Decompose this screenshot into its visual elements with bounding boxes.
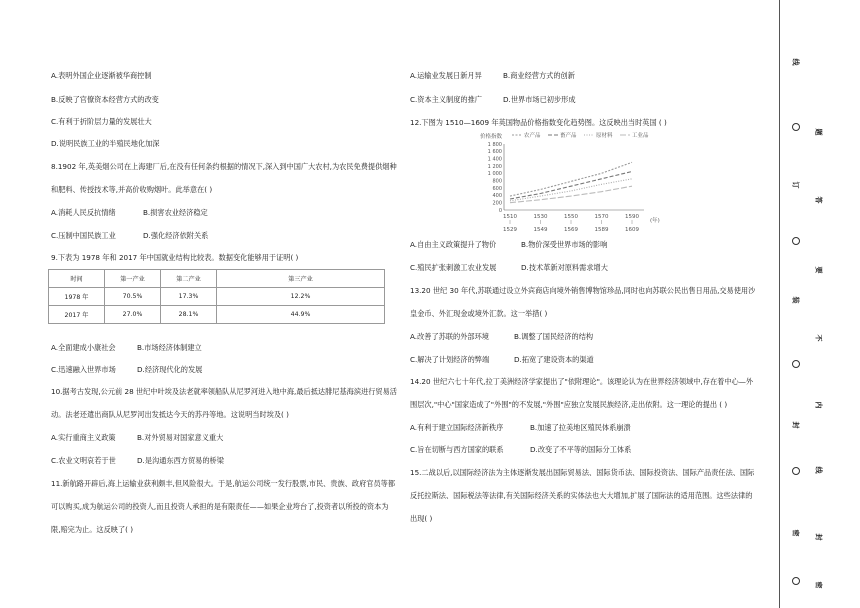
q10-stem-line2: 动。法老还遣出商队从尼罗河出发抵达今天的苏丹等地。这说明当时埃及( ) bbox=[51, 410, 289, 419]
q11-option-b: B.商业经营方式的创新 bbox=[503, 71, 575, 80]
q12-price-index-chart bbox=[478, 130, 668, 234]
q8-option-a: A.消耗人民反抗情绪 bbox=[51, 208, 116, 217]
q11-stem-line1: 11.新航路开辟后,海上运输业获利颇丰,但风险很大。于是,航运公司统一发行股票,市民、贵族、政府官员等都 bbox=[51, 479, 396, 488]
table-header-cell: 第三产业 bbox=[217, 270, 385, 288]
chart-y-tick-label: 800 bbox=[492, 178, 502, 185]
q10-option-b: B.对外贸易对国家意义重大 bbox=[137, 433, 224, 442]
table-cell: 17.3% bbox=[161, 288, 217, 306]
binding-margin-char: 装 bbox=[791, 296, 800, 304]
q12-stem: 12.下图为 1510—1609 年英国物品价格指数变化趋势图。这反映出当时英国 ( ) bbox=[410, 118, 667, 127]
binding-margin-char: 线 bbox=[791, 58, 800, 66]
table-cell: 44.9% bbox=[217, 306, 385, 324]
q10-option-c: C.农业文明哀若于世 bbox=[51, 456, 116, 465]
table-cell: 2017 年 bbox=[49, 306, 105, 324]
chart-x-tick-label: 1510 bbox=[503, 214, 517, 220]
chart-x-tick-label: 1550 bbox=[564, 214, 578, 220]
q13-option-a: A.改善了苏联的外部环境 bbox=[410, 332, 489, 341]
q11-option-a: A.运输业发展日新月异 bbox=[410, 71, 482, 80]
chart-legend-label: 原材料 bbox=[596, 133, 613, 139]
binding-hole-circle bbox=[792, 237, 800, 245]
q8-option-c: C.压制中国民族工业 bbox=[51, 231, 116, 240]
binding-hole-circle bbox=[792, 577, 800, 585]
table-row bbox=[49, 288, 385, 306]
table-header-cell: 第二产业 bbox=[161, 270, 217, 288]
chart-series-line bbox=[510, 172, 632, 200]
binding-margin-char: 密 bbox=[814, 581, 823, 589]
chart-legend-label: 畜产品 bbox=[560, 133, 577, 139]
q8-option-d: D.强化经济依附关系 bbox=[143, 231, 209, 240]
chart-x-tick-label: 1590 bbox=[625, 214, 639, 220]
q14-option-d: D.改变了不平等的国际分工体系 bbox=[530, 445, 632, 454]
table-header-row bbox=[49, 270, 385, 288]
q14-option-a: A.有利于建立国际经济新秩序 bbox=[410, 423, 504, 432]
table-cell: 12.2% bbox=[217, 288, 385, 306]
q12-option-c: C.殖民扩张刺激工农业发展 bbox=[410, 263, 497, 272]
binding-margin-char: 要 bbox=[814, 266, 823, 274]
chart-y-tick-label: 0 bbox=[498, 207, 502, 214]
q8-stem-line2: 和肥料、传授技术等,并高价收购烟叶。此举意在( ) bbox=[51, 185, 213, 194]
q7-option-d: D.说明民族工业的半殖民地化加深 bbox=[51, 139, 160, 148]
chart-legend-label: 农产品 bbox=[524, 133, 541, 139]
binding-margin-char: 题 bbox=[814, 128, 823, 136]
q7-option-a: A.表明外国企业逐渐被华商控制 bbox=[51, 71, 152, 80]
chart-y-tick-label: 1 800 bbox=[487, 141, 502, 148]
chart-y-tick-label: 1 000 bbox=[487, 171, 502, 178]
q7-option-b: B.反映了官僚资本经营方式的改变 bbox=[51, 95, 159, 104]
chart-series bbox=[510, 162, 632, 202]
binding-margin-char: 答 bbox=[814, 196, 823, 204]
q8-stem-line1: 8.1902 年,英美烟公司在上海建厂后,在没有任何条约根据的情况下,深入到中国广大农村,为农民免费提供烟种 bbox=[51, 162, 397, 171]
q11-stem-line3: 限,赔完为止。这反映了( ) bbox=[51, 525, 134, 534]
q15-stem-line2: 反托拉斯法、国际税法等法律,有关国际经济关系的实体法也大大增加,扩展了国际法的适用范围。这些法律的 bbox=[410, 491, 753, 500]
q12-option-b: B.物价深受世界市场的影响 bbox=[521, 240, 608, 249]
chart-ylabel: 价格指数 bbox=[480, 134, 503, 140]
q13-option-d: D.拓宽了建设资本的渠道 bbox=[514, 355, 594, 364]
chart-x-axis bbox=[503, 210, 644, 233]
chart-y-tick-label: 600 bbox=[492, 185, 502, 192]
chart-y-tick-label: 1 400 bbox=[487, 156, 502, 163]
q14-stem-line1: 14.20 世纪六七十年代,拉丁美洲经济学家提出了"依附理论"。该理论认为在世界经济领域中,存在着中心—外 bbox=[410, 377, 754, 386]
binding-margin-char: 密 bbox=[791, 529, 800, 537]
q15-stem-line3: 出现( ) bbox=[410, 514, 433, 523]
chart-y-axis bbox=[488, 142, 504, 214]
q12-option-a: A.自由主义政策提升了物价 bbox=[410, 240, 497, 249]
q7-option-c: C.有利于折阶层力量的发展壮大 bbox=[51, 117, 152, 126]
binding-margin-char: 线 bbox=[814, 466, 823, 474]
chart-x-tick-label: 1529 bbox=[503, 227, 517, 233]
chart-x-tick-label: 1570 bbox=[594, 214, 609, 220]
table-cell: 28.1% bbox=[161, 306, 217, 324]
q9-stem: 9.下表为 1978 年和 2017 年中国就业结构比较表。数据变化能够用于证明( ) bbox=[51, 253, 299, 262]
chart-xlabel: (年) bbox=[650, 218, 660, 224]
chart-y-tick-label: 400 bbox=[492, 193, 502, 200]
q14-option-c: C.旨在切断与西方国家的联系 bbox=[410, 445, 504, 454]
q12-option-d: D.技术革新对原料需求增大 bbox=[521, 263, 608, 272]
binding-line bbox=[779, 0, 780, 608]
chart-legend-label: 工业品 bbox=[632, 133, 649, 139]
q9-option-c: C.迅速融入世界市场 bbox=[51, 365, 116, 374]
q14-option-b: B.加速了拉美地区殖民体系崩溃 bbox=[530, 423, 631, 432]
table-row bbox=[49, 306, 385, 324]
chart-series-line bbox=[510, 162, 632, 196]
binding-hole-circle bbox=[792, 123, 800, 131]
table-header-cell: 第一产业 bbox=[105, 270, 161, 288]
binding-margin-char: 封 bbox=[791, 421, 800, 429]
chart-y-tick-label: 1 200 bbox=[487, 163, 502, 170]
q10-option-a: A.实行重商主义政策 bbox=[51, 433, 116, 442]
chart-x-tick-label: 1589 bbox=[594, 227, 609, 233]
q11-option-c: C.资本主义制度的推广 bbox=[410, 95, 482, 104]
binding-margin-char: 内 bbox=[814, 401, 823, 409]
q13-stem-line2: 皇金币、外汇现金或境外汇款。这一举措( ) bbox=[410, 309, 548, 318]
chart-series-line bbox=[510, 186, 632, 202]
q11-option-d: D.世界市场已初步形成 bbox=[503, 95, 576, 104]
table-cell: 1978 年 bbox=[49, 288, 105, 306]
q11-stem-line2: 可以购买,成为航运公司的投资人,而且投资人承担的是有限责任——如果企业垮台了,投资者以所投的资本为 bbox=[51, 502, 389, 511]
binding-margin-char: 不 bbox=[814, 334, 823, 342]
q8-option-b: B.损害农业经济稳定 bbox=[143, 208, 208, 217]
chart-x-tick-label: 1530 bbox=[533, 214, 548, 220]
q9-table bbox=[48, 269, 385, 324]
q10-stem-line1: 10.据考古发现,公元前 28 世纪中叶埃及法老就率领船队从尼罗河进入地中海,最后抵达腓尼基海滨进行贸易活 bbox=[51, 387, 397, 396]
q13-option-c: C.解决了计划经济的弊端 bbox=[410, 355, 490, 364]
chart-x-tick-label: 1569 bbox=[564, 227, 578, 233]
chart-legend bbox=[512, 131, 649, 139]
table-cell: 27.0% bbox=[105, 306, 161, 324]
table-cell: 70.5% bbox=[105, 288, 161, 306]
chart-x-tick-label: 1549 bbox=[533, 227, 548, 233]
q13-option-b: B.调整了国民经济的结构 bbox=[514, 332, 594, 341]
q13-stem-line1: 13.20 世纪 30 年代,苏联通过设立外宾商店向境外销售博物馆珍品,同时也向苏联公民出售日用品,交易使用沙 bbox=[410, 286, 756, 295]
binding-hole-circle bbox=[792, 360, 800, 368]
q15-stem-line1: 15.二战以后,以国际经济法为主体逐渐发展出国际贸易法、国际货币法、国际投资法、国际产品责任法、国际 bbox=[410, 468, 755, 477]
q10-option-d: D.是沟通东西方贸易的桥梁 bbox=[137, 456, 224, 465]
q14-stem-line2: 围层次,"中心"国家造成了"外围"的不发展,"外围"应独立发展民族经济,走出依附。这一理论的提出 ( ) bbox=[410, 400, 728, 409]
q9-option-b: B.市场经济体制建立 bbox=[137, 343, 202, 352]
binding-margin-char: 封 bbox=[814, 533, 823, 541]
binding-margin-char: 订 bbox=[791, 181, 800, 189]
q9-option-a: A.全面建成小康社会 bbox=[51, 343, 116, 352]
chart-x-tick-label: 1609 bbox=[625, 227, 639, 233]
q9-option-d: D.经济现代化的发展 bbox=[137, 365, 203, 374]
chart-y-tick-label: 200 bbox=[492, 200, 502, 207]
table-header-cell: 时间 bbox=[49, 270, 105, 288]
chart-y-tick-label: 1 600 bbox=[487, 149, 502, 156]
binding-hole-circle bbox=[792, 467, 800, 475]
